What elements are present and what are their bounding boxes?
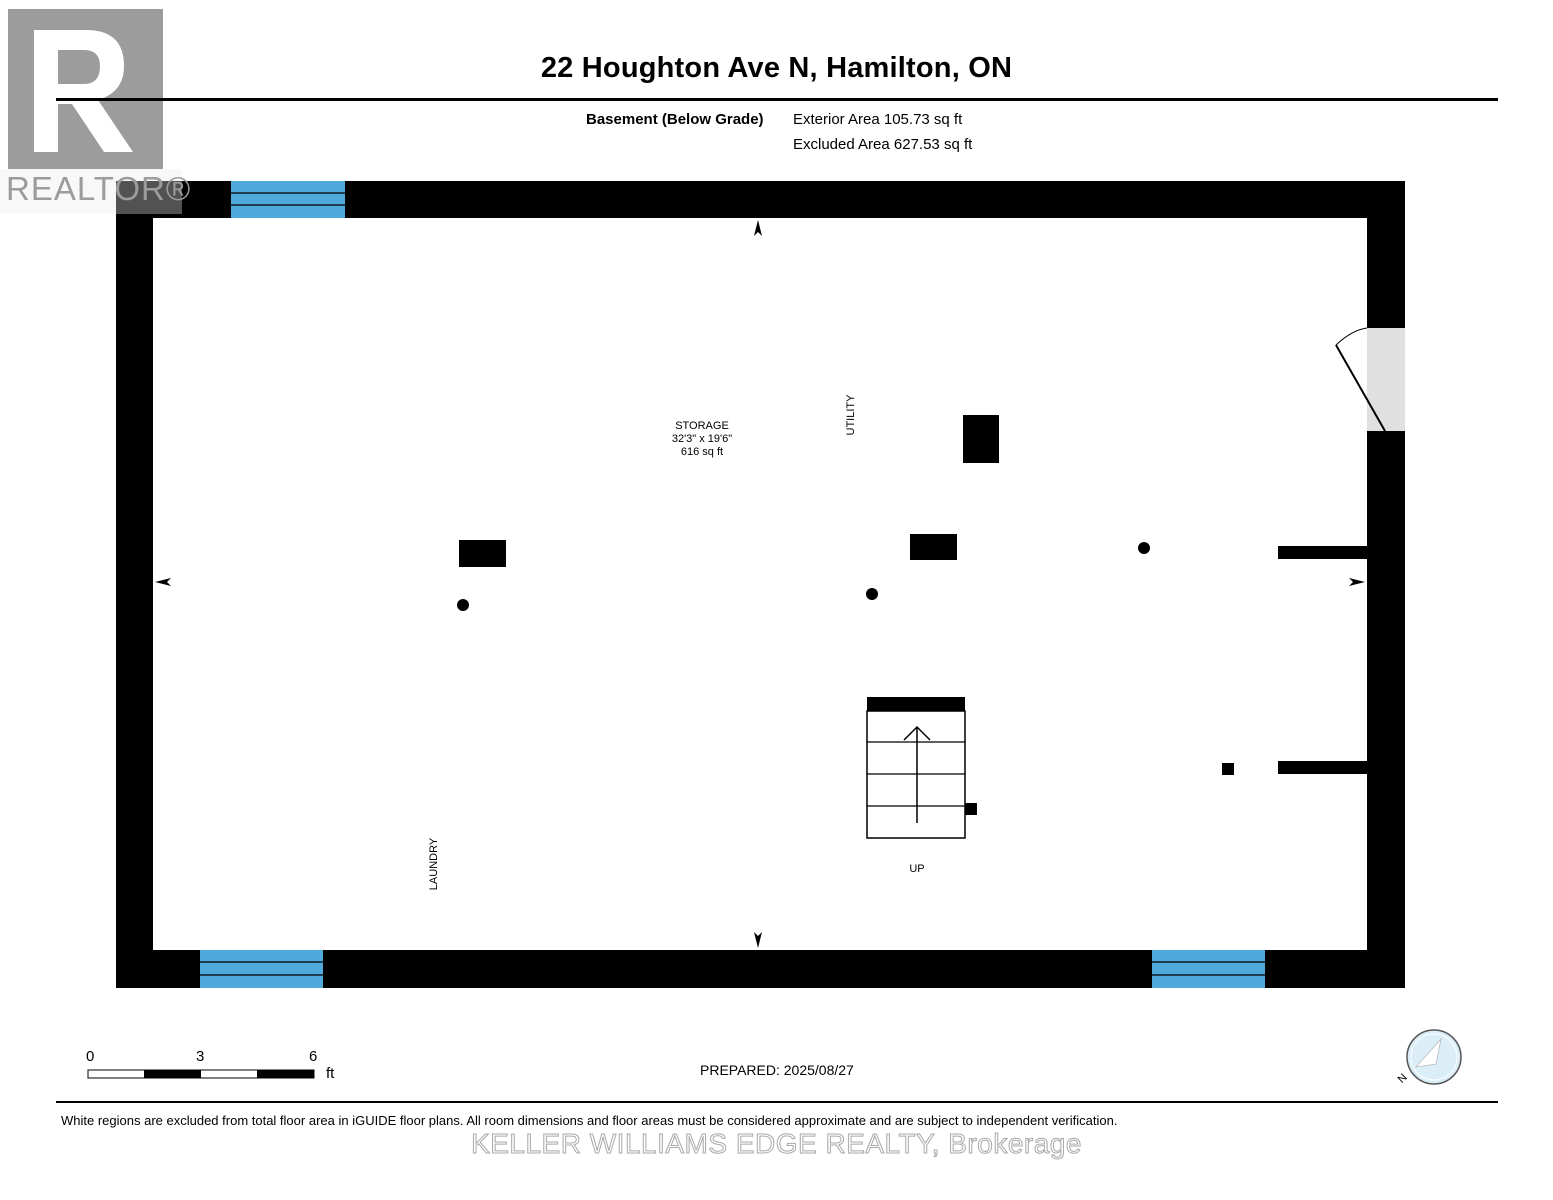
dimension-arrow-right bbox=[1349, 578, 1365, 586]
dimension-arrow-top bbox=[754, 220, 762, 236]
footer-rule bbox=[56, 1101, 1498, 1103]
column-center bbox=[866, 588, 878, 600]
stairs-label: UP bbox=[909, 863, 925, 875]
room-dimensions: 32'3" x 19'6" bbox=[671, 433, 733, 445]
column-right bbox=[1138, 542, 1150, 554]
excluded-area: Excluded Area 627.53 sq ft bbox=[793, 136, 973, 153]
realtor-logo-text: REALTOR® bbox=[6, 170, 192, 207]
wall-left bbox=[116, 181, 153, 988]
fixture-center bbox=[910, 534, 957, 560]
disclaimer: White regions are excluded from total floor area in iGUIDE floor plans. All room dimensions and floor areas must be considered approximate and are subject to independent verification. bbox=[61, 1113, 1118, 1128]
scale-tick-3: 3 bbox=[196, 1048, 205, 1065]
window-bottom-right bbox=[1152, 950, 1265, 988]
room-name: STORAGE bbox=[675, 420, 729, 432]
room-area: 616 sq ft bbox=[680, 446, 724, 458]
exterior-area: Exterior Area 105.73 sq ft bbox=[793, 111, 963, 128]
scale-bar bbox=[88, 1070, 314, 1078]
page-title: 22 Houghton Ave N, Hamilton, ON bbox=[540, 52, 1013, 84]
utility-unit bbox=[963, 415, 999, 463]
column-left bbox=[457, 599, 469, 611]
dimension-arrow-bottom bbox=[754, 932, 762, 948]
post-right bbox=[1222, 763, 1234, 775]
door-opening bbox=[1367, 328, 1405, 431]
wall-right-lower bbox=[1367, 431, 1405, 988]
window-bottom-left bbox=[200, 950, 323, 988]
window-top-left bbox=[231, 181, 345, 218]
brokerage-watermark: KELLER WILLIAMS EDGE REALTY, Brokerage bbox=[471, 1128, 1082, 1159]
floor-name: Basement (Below Grade) bbox=[586, 111, 764, 128]
compass-north-icon bbox=[1396, 1030, 1461, 1086]
header-rule bbox=[56, 98, 1498, 101]
scale-unit: ft bbox=[326, 1065, 335, 1082]
dimension-arrow-left bbox=[155, 578, 171, 586]
partial-wall-upper bbox=[1278, 546, 1390, 559]
room-label-storage bbox=[652, 420, 752, 459]
fixture-left bbox=[459, 540, 506, 567]
partial-wall-lower bbox=[1278, 761, 1367, 774]
wall-right-upper bbox=[1367, 181, 1405, 328]
prepared-date: PREPARED: 2025/08/27 bbox=[700, 1062, 854, 1078]
svg-text:N: N bbox=[1395, 1071, 1410, 1086]
room-label-utility: UTILITY bbox=[845, 394, 857, 436]
room-label-laundry: LAUNDRY bbox=[428, 837, 440, 891]
post-stairs bbox=[965, 803, 977, 815]
scale-tick-6: 6 bbox=[309, 1048, 318, 1065]
scale-tick-0: 0 bbox=[86, 1048, 95, 1065]
stairs bbox=[867, 697, 965, 838]
